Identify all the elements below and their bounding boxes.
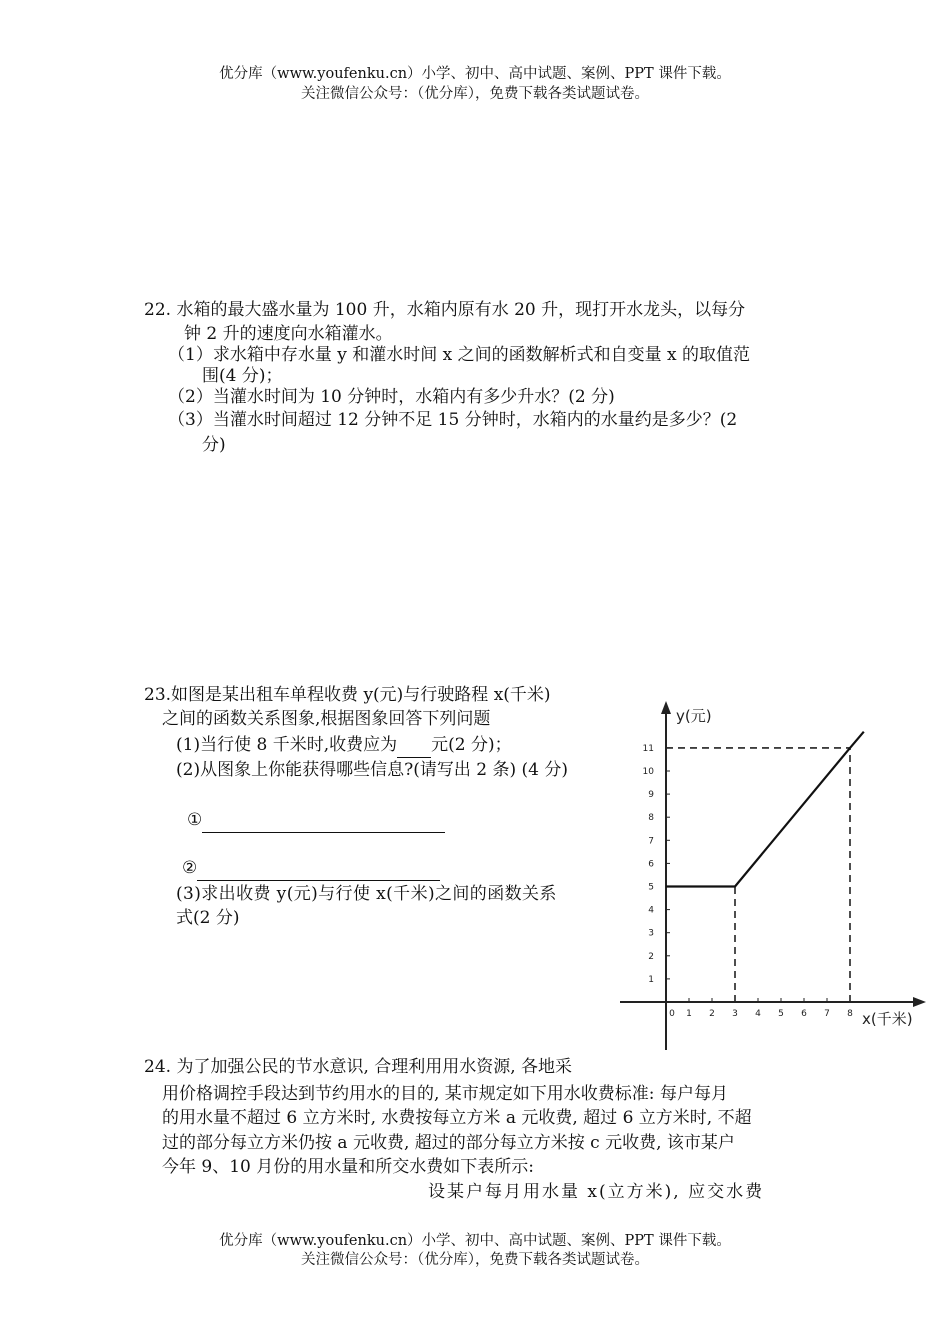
y-tick-label: 9 bbox=[648, 790, 654, 801]
q23-part-1-text: (1)当行使 8 千米时,收费应为 bbox=[176, 735, 398, 755]
q24-line-1: 24. 为了加强公民的节水意识, 合理利用用水资源, 各地采 bbox=[144, 1057, 573, 1077]
y-tick-label: 2 bbox=[648, 951, 654, 962]
q23-stem-line-2: 之间的函数关系图象,根据图象回答下列问题 bbox=[162, 709, 491, 729]
q22-part-2: （2）当灌水时间为 10 分钟时，水箱内有多少升水？(2 分) bbox=[168, 387, 615, 407]
x-tick-label: 2 bbox=[709, 1009, 715, 1019]
q23-circled-2: ② bbox=[182, 858, 198, 878]
y-tick-label: 6 bbox=[648, 859, 654, 870]
q24-line-6: 设某户每月用水量 x(立方米), 应交水费 bbox=[428, 1182, 765, 1202]
q23-part-3-line-1: (3)求出收费 y(元)与行使 x(千米)之间的函数关系 bbox=[176, 884, 557, 904]
y-axis-arrow bbox=[661, 701, 671, 714]
q23-answer-blank-1[interactable] bbox=[202, 808, 445, 833]
x-tick-label: 8 bbox=[847, 1009, 853, 1019]
q23-answer-line-2 bbox=[182, 856, 440, 881]
x-axis-label: x(千米) bbox=[862, 1010, 913, 1028]
y-tick-label: 10 bbox=[642, 767, 654, 777]
y-axis-label: y(元) bbox=[676, 707, 712, 725]
q22-part-1-line-1: （1）求水箱中存水量 y 和灌水时间 x 之间的函数解析式和自变量 x 的取值范 bbox=[168, 345, 751, 365]
q22-part-3-line-2: 分) bbox=[202, 435, 226, 455]
x-tick-label: 4 bbox=[755, 1009, 761, 1019]
x-tick-label: 6 bbox=[801, 1009, 807, 1019]
q22-stem-line-1: 22. 水箱的最大盛水量为 100 升，水箱内原有水 20 升，现打开水龙头，以每分 bbox=[144, 300, 746, 320]
taxi-fare-chart bbox=[610, 695, 940, 1060]
q24-line-5: 今年 9、10 月份的用水量和所交水费如下表所示: bbox=[162, 1157, 534, 1177]
q22-part-3-line-1: （3）当灌水时间超过 12 分钟不足 15 分钟时，水箱内的水量约是多少？(2 bbox=[168, 410, 738, 430]
q23-part-1-answer-blank[interactable] bbox=[397, 733, 431, 758]
y-tick-label: 1 bbox=[648, 974, 654, 985]
series-line-1 bbox=[666, 732, 864, 887]
q23-part-1 bbox=[176, 733, 512, 758]
header-line-2: 关注微信公众号：（优分库），免费下载各类试题试卷。 bbox=[301, 86, 649, 102]
footer-line-2: 关注微信公众号：（优分库），免费下载各类试题试卷。 bbox=[301, 1252, 649, 1268]
q24-line-4: 过的部分每立方米仍按 a 元收费, 超过的部分每立方米按 c 元收费, 该市某户 bbox=[162, 1133, 735, 1153]
q23-part-3-line-2: 式(2 分) bbox=[176, 908, 240, 928]
y-tick-label: 4 bbox=[648, 905, 654, 916]
x-tick-label: 3 bbox=[732, 1009, 738, 1019]
y-tick-label: 3 bbox=[648, 928, 654, 939]
q23-circled-1: ① bbox=[187, 810, 203, 830]
y-tick-label: 7 bbox=[648, 836, 654, 847]
q23-answer-blank-2[interactable] bbox=[197, 856, 440, 881]
x-axis-arrow bbox=[913, 997, 926, 1007]
q23-part-2: (2)从图象上你能获得哪些信息?(请写出 2 条) (4 分) bbox=[176, 760, 568, 780]
q23-stem-line-1: 23.如图是某出租车单程收费 y(元)与行驶路程 x(千米) bbox=[144, 685, 551, 705]
q23-answer-line-1 bbox=[187, 808, 445, 833]
q24-line-2: 用价格调控手段达到节约用水的目的, 某市规定如下用水收费标准: 每户每月 bbox=[162, 1084, 728, 1104]
y-tick-label: 11 bbox=[642, 743, 654, 754]
x-tick-label: 7 bbox=[824, 1009, 830, 1019]
y-tick-label: 5 bbox=[648, 882, 654, 893]
q24-line-3: 的用水量不超过 6 立方米时, 水费按每立方米 a 元收费, 超过 6 立方米时, 不超 bbox=[162, 1108, 752, 1128]
q22-part-1-line-2: 围(4 分)； bbox=[202, 366, 283, 386]
footer-line-1: 优分库（www.youfenku.cn）小学、初中、高中试题、案例、PPT 课件下载。 bbox=[219, 1233, 731, 1249]
x-tick-label: 5 bbox=[778, 1009, 784, 1019]
x-tick-label: 0 bbox=[669, 1009, 675, 1019]
q23-part-1-unit: 元(2 分)； bbox=[431, 735, 512, 755]
header-line-1: 优分库（www.youfenku.cn）小学、初中、高中试题、案例、PPT 课件下载。 bbox=[219, 66, 731, 82]
y-tick-label: 8 bbox=[648, 813, 654, 824]
x-tick-label: 1 bbox=[686, 1009, 692, 1019]
q22-stem-line-2: 钟 2 升的速度向水箱灌水。 bbox=[184, 324, 393, 344]
